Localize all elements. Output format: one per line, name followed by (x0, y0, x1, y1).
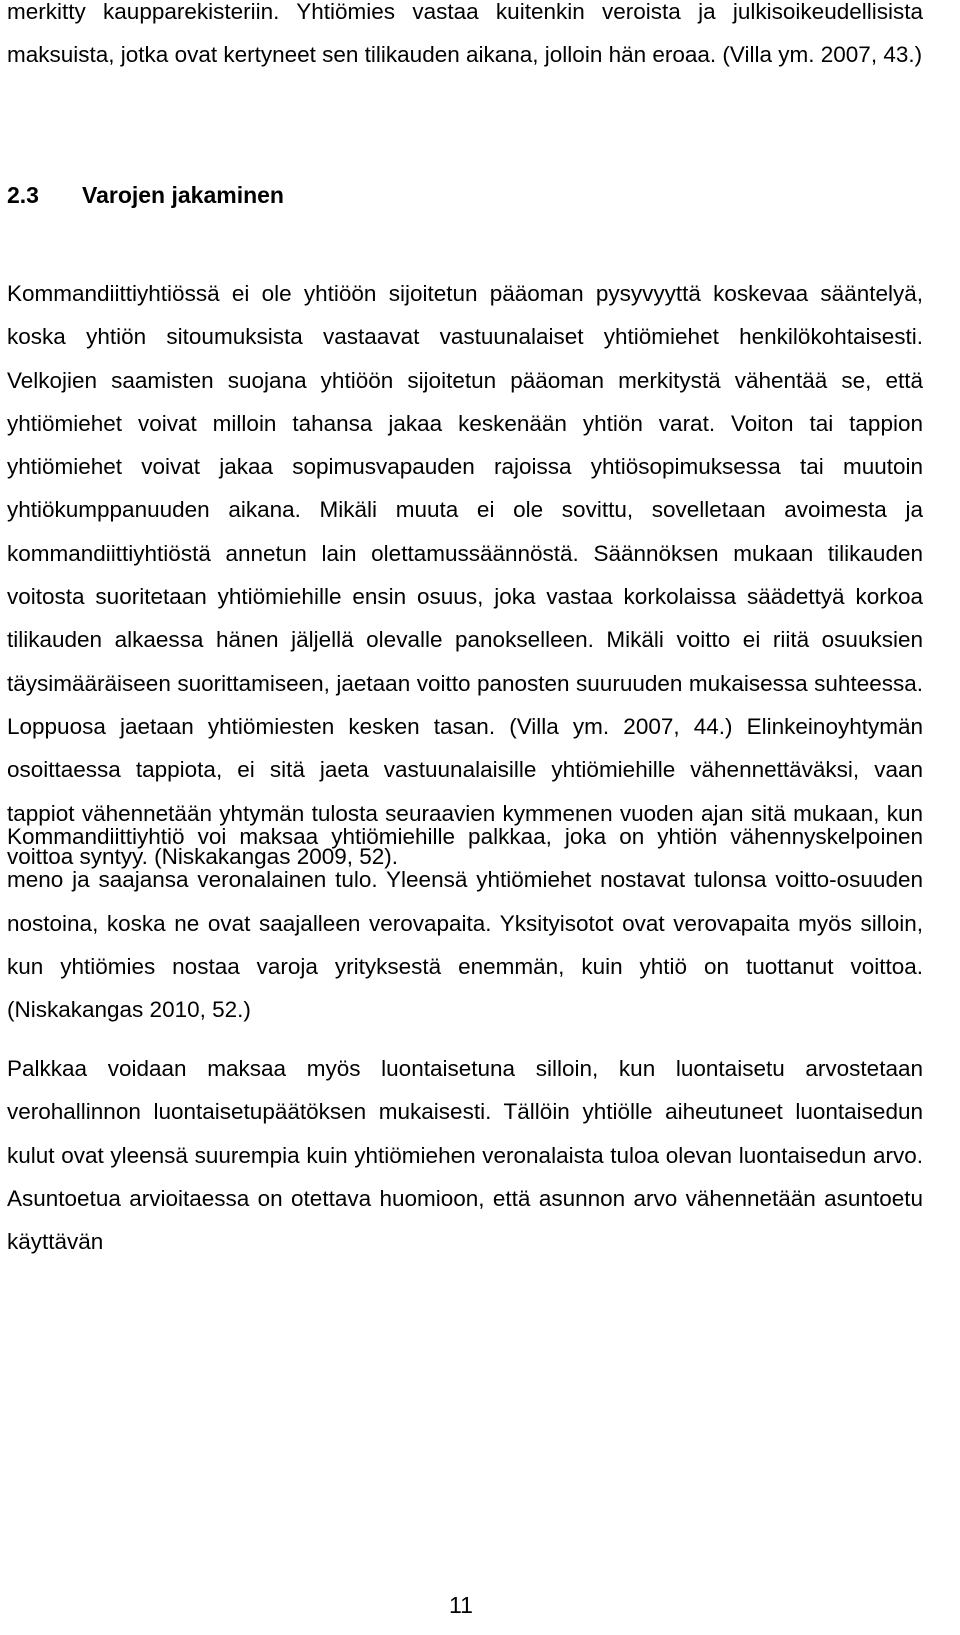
body-paragraph: Kommandiittiyhtiö voi maksaa yhtiömiehille palkkaa, joka on yhtiön vähennyskelpoinen meno ja saajansa veronalainen tulo. Yleensä yhtiömiehet nostavat tulonsa voitto-osuuden nostoina, koska ne ovat saajalleen verovapaita. Yksityisotot ovat verovapaita myös silloin, kun yhtiömies nostaa varoja yrityksestä enemmän, kuin yhtiö on tuottanut voittoa. (Niskakangas 2010, 52.) (7, 824, 923, 1023)
body-paragraph: Palkkaa voidaan maksaa myös luontaisetuna silloin, kun luontaisetu arvostetaan verohallinnon luontaisetupäätöksen mukaisesti. Tällöin yhtiölle aiheutuneet luontaisedun kulut ovat yleensä suurempia kuin yhtiömiehen veronalaista tuloa olevan luontaisedun arvo. Asuntoetua arvioitaessa on otettava huomioon, että asunnon arvo vähennetään asuntoetu käyttävän (7, 1056, 923, 1255)
section-title: Varojen jakaminen (82, 182, 284, 208)
body-paragraph: Kommandiittiyhtiössä ei ole yhtiöön sijoitetun pääoman pysyvyyttä koskevaa sääntelyä, koska yhtiön sitoumuksista vastaavat vastuunalaiset yhtiömiehet henkilökohtaisesti. Velkojien saamisten suojana yhtiöön sijoitetun pääoman merkitystä vähentää se, että yhtiömiehet voivat milloin tahansa jakaa keskenään yhtiön varat. Voiton tai tappion yhtiömiehet voivat jakaa sopimusvapauden rajoissa yhtiösopimuksessa tai muutoin yhtiökumppanuuden aikana. Mikäli muuta ei ole sovittu, sovelletaan avoimesta ja kommandiittiyhtiöstä annetun lain olettamussäännöstä. Säännöksen mukaan tilikauden voitosta suoritetaan yhtiömiehille ensin osuus, joka vastaa korkolaissa säädettyä korkoa tilikauden alkaessa hänen jäljellä olevalle panokselleen. Mikäli voitto ei riitä osuuksien täysimääräiseen suorittamiseen, jaetaan voitto panosten suuruuden mukaisessa suhteessa. Loppuosa jaetaan yhtiömiesten kesken tasan. (Villa ym. 2007, 44.) Elinkeinoyhtymän osoittaessa tappiota, ei sitä jaeta vastuunalaisille yhtiömiehille vähennettäväksi, vaan tappiot vähennetään yhtymän tulosta seuraavien kymmenen vuoden ajan sitä mukaan, kun voittoa syntyy. (Niskakangas 2009, 52). (7, 281, 923, 869)
page-number: 11 (449, 1592, 473, 1618)
section-number: 2.3 (7, 182, 39, 208)
section-heading (7, 179, 284, 211)
intro-paragraph: merkitty kaupparekisteriin. Yhtiömies vastaa kuitenkin veroista ja julkisoikeudellisista maksuista, jotka ovat kertyneet sen tilikauden aikana, jolloin hän eroaa. (Villa ym. 2007, 43.) (7, 0, 923, 68)
